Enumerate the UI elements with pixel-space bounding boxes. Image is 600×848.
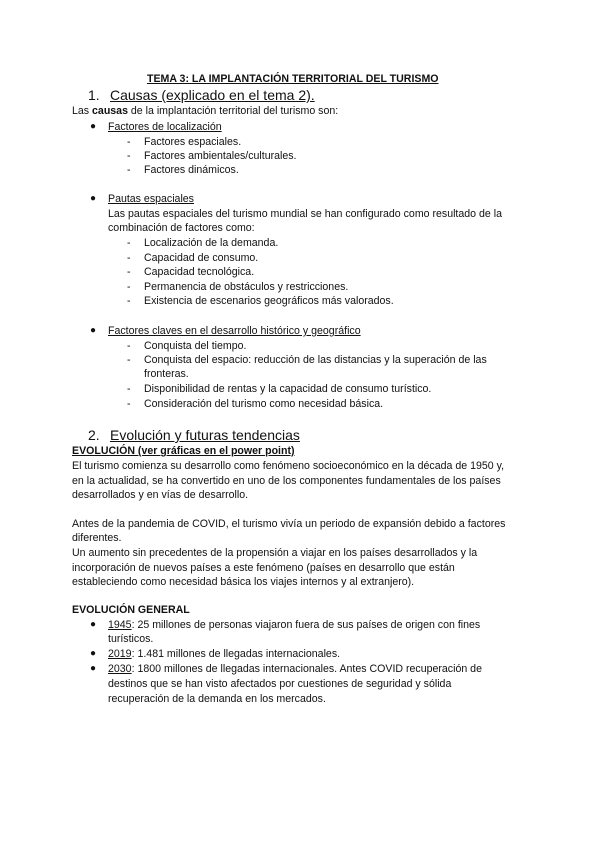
bullet-icon: ●	[90, 325, 97, 336]
general-evolution-heading: EVOLUCIÓN GENERAL	[72, 604, 190, 616]
intro-suffix: de la implantación territorial del turismo son:	[127, 105, 339, 117]
paragraph-line: diferentes.	[72, 532, 122, 544]
group-1-item: Factores ambientales/culturales.	[144, 150, 297, 162]
dash-icon: -	[127, 150, 131, 162]
group-2-item: Capacidad de consumo.	[144, 252, 259, 264]
dash-icon: -	[127, 398, 131, 410]
section-1-intro	[72, 104, 338, 118]
group-3-item: Disponibilidad de rentas y la capacidad de consumo turístico.	[144, 383, 432, 395]
dash-icon: -	[127, 252, 131, 264]
dash-icon: -	[127, 281, 131, 293]
group-2-bullet: Pautas espaciales	[108, 193, 194, 205]
bullet-icon: ●	[90, 121, 97, 132]
general-item-text: : 25 millones de personas viajaron fuera de sus países de origen con fines	[131, 619, 481, 631]
group-3-item: Consideración del turismo como necesidad básica.	[144, 398, 384, 410]
paragraph-line: estableciendo como necesidad básica los viajes internos y al extranjero).	[72, 576, 415, 588]
year-label: 1945	[108, 619, 132, 631]
evolution-subheading: EVOLUCIÓN (ver gráficas en el power point)	[72, 445, 295, 457]
bullet-icon: ●	[90, 663, 97, 674]
paragraph-line: Un aumento sin precedentes de la propensión a viajar en los países desarrollados y la	[72, 547, 478, 559]
group-3-item: fronteras.	[144, 368, 189, 380]
section-1-title: Causas (explicado en el tema 2).	[110, 87, 315, 103]
general-item-2030	[108, 662, 482, 676]
dash-icon: -	[127, 266, 131, 278]
intro-bold: causas	[92, 105, 128, 117]
section-2-heading	[88, 426, 300, 444]
dash-icon: -	[127, 340, 131, 352]
paragraph-line: El turismo comienza su desarrollo como fenómeno socioeconómico en la década de 1950 y,	[72, 460, 505, 472]
section-1-number: 1.	[88, 87, 100, 103]
section-2-title: Evolución y futuras tendencias	[110, 427, 300, 443]
group-2-text: Las pautas espaciales del turismo mundial se han configurado como resultado de la	[108, 208, 502, 220]
group-3-item: Conquista del espacio: reducción de las distancias y la superación de las	[144, 354, 487, 366]
group-2-text: combinación de factores como:	[108, 222, 255, 234]
dash-icon: -	[127, 136, 131, 148]
group-3-bullet: Factores claves en el desarrollo histórico y geográfico	[108, 325, 361, 337]
general-item-text: turísticos.	[108, 633, 154, 645]
document-title: TEMA 3: LA IMPLANTACIÓN TERRITORIAL DEL TURISMO	[147, 73, 439, 85]
dash-icon: -	[127, 354, 131, 366]
paragraph-line: incorporación de nuevos países a este fenómeno (países en desarrollo que están	[72, 562, 455, 574]
section-1-heading	[88, 86, 315, 104]
general-item-text: destinos que se han visto afectados por cuestiones de seguridad y sólida	[108, 678, 452, 690]
paragraph-line: desarrollados y en vías de desarrollo.	[72, 489, 249, 501]
intro-prefix: Las	[72, 105, 93, 117]
section-2-number: 2.	[88, 427, 100, 443]
general-item-text: : 1800 millones de llegadas internacionales. Antes COVID recuperación de	[131, 663, 482, 675]
year-label: 2030	[108, 663, 132, 675]
year-label: 2019	[108, 648, 132, 660]
group-1-item: Factores espaciales.	[144, 136, 242, 148]
group-2-item: Localización de la demanda.	[144, 237, 279, 249]
bullet-icon: ●	[90, 193, 97, 204]
paragraph-line: en la actualidad, se ha convertido en uno de los componentes fundamentales de los países	[72, 475, 501, 487]
general-item-text: recuperación de la demanda en los mercados.	[108, 693, 326, 705]
group-2-item: Existencia de escenarios geográficos más valorados.	[144, 295, 394, 307]
group-1-bullet: Factores de localización	[108, 121, 222, 133]
group-2-item: Permanencia de obstáculos y restricciones.	[144, 281, 349, 293]
group-2-item: Capacidad tecnológica.	[144, 266, 255, 278]
group-1-item: Factores dinámicos.	[144, 164, 239, 176]
dash-icon: -	[127, 295, 131, 307]
bullet-icon: ●	[90, 619, 97, 630]
general-item-1945	[108, 618, 480, 632]
dash-icon: -	[127, 237, 131, 249]
dash-icon: -	[127, 383, 131, 395]
general-item-2019	[108, 647, 340, 661]
general-item-text: : 1.481 millones de llegadas internacionales.	[131, 648, 341, 660]
paragraph-line: Antes de la pandemia de COVID, el turismo vivía un periodo de expansión debido a factores	[72, 518, 506, 530]
dash-icon: -	[127, 164, 131, 176]
group-3-item: Conquista del tiempo.	[144, 340, 247, 352]
bullet-icon: ●	[90, 648, 97, 659]
